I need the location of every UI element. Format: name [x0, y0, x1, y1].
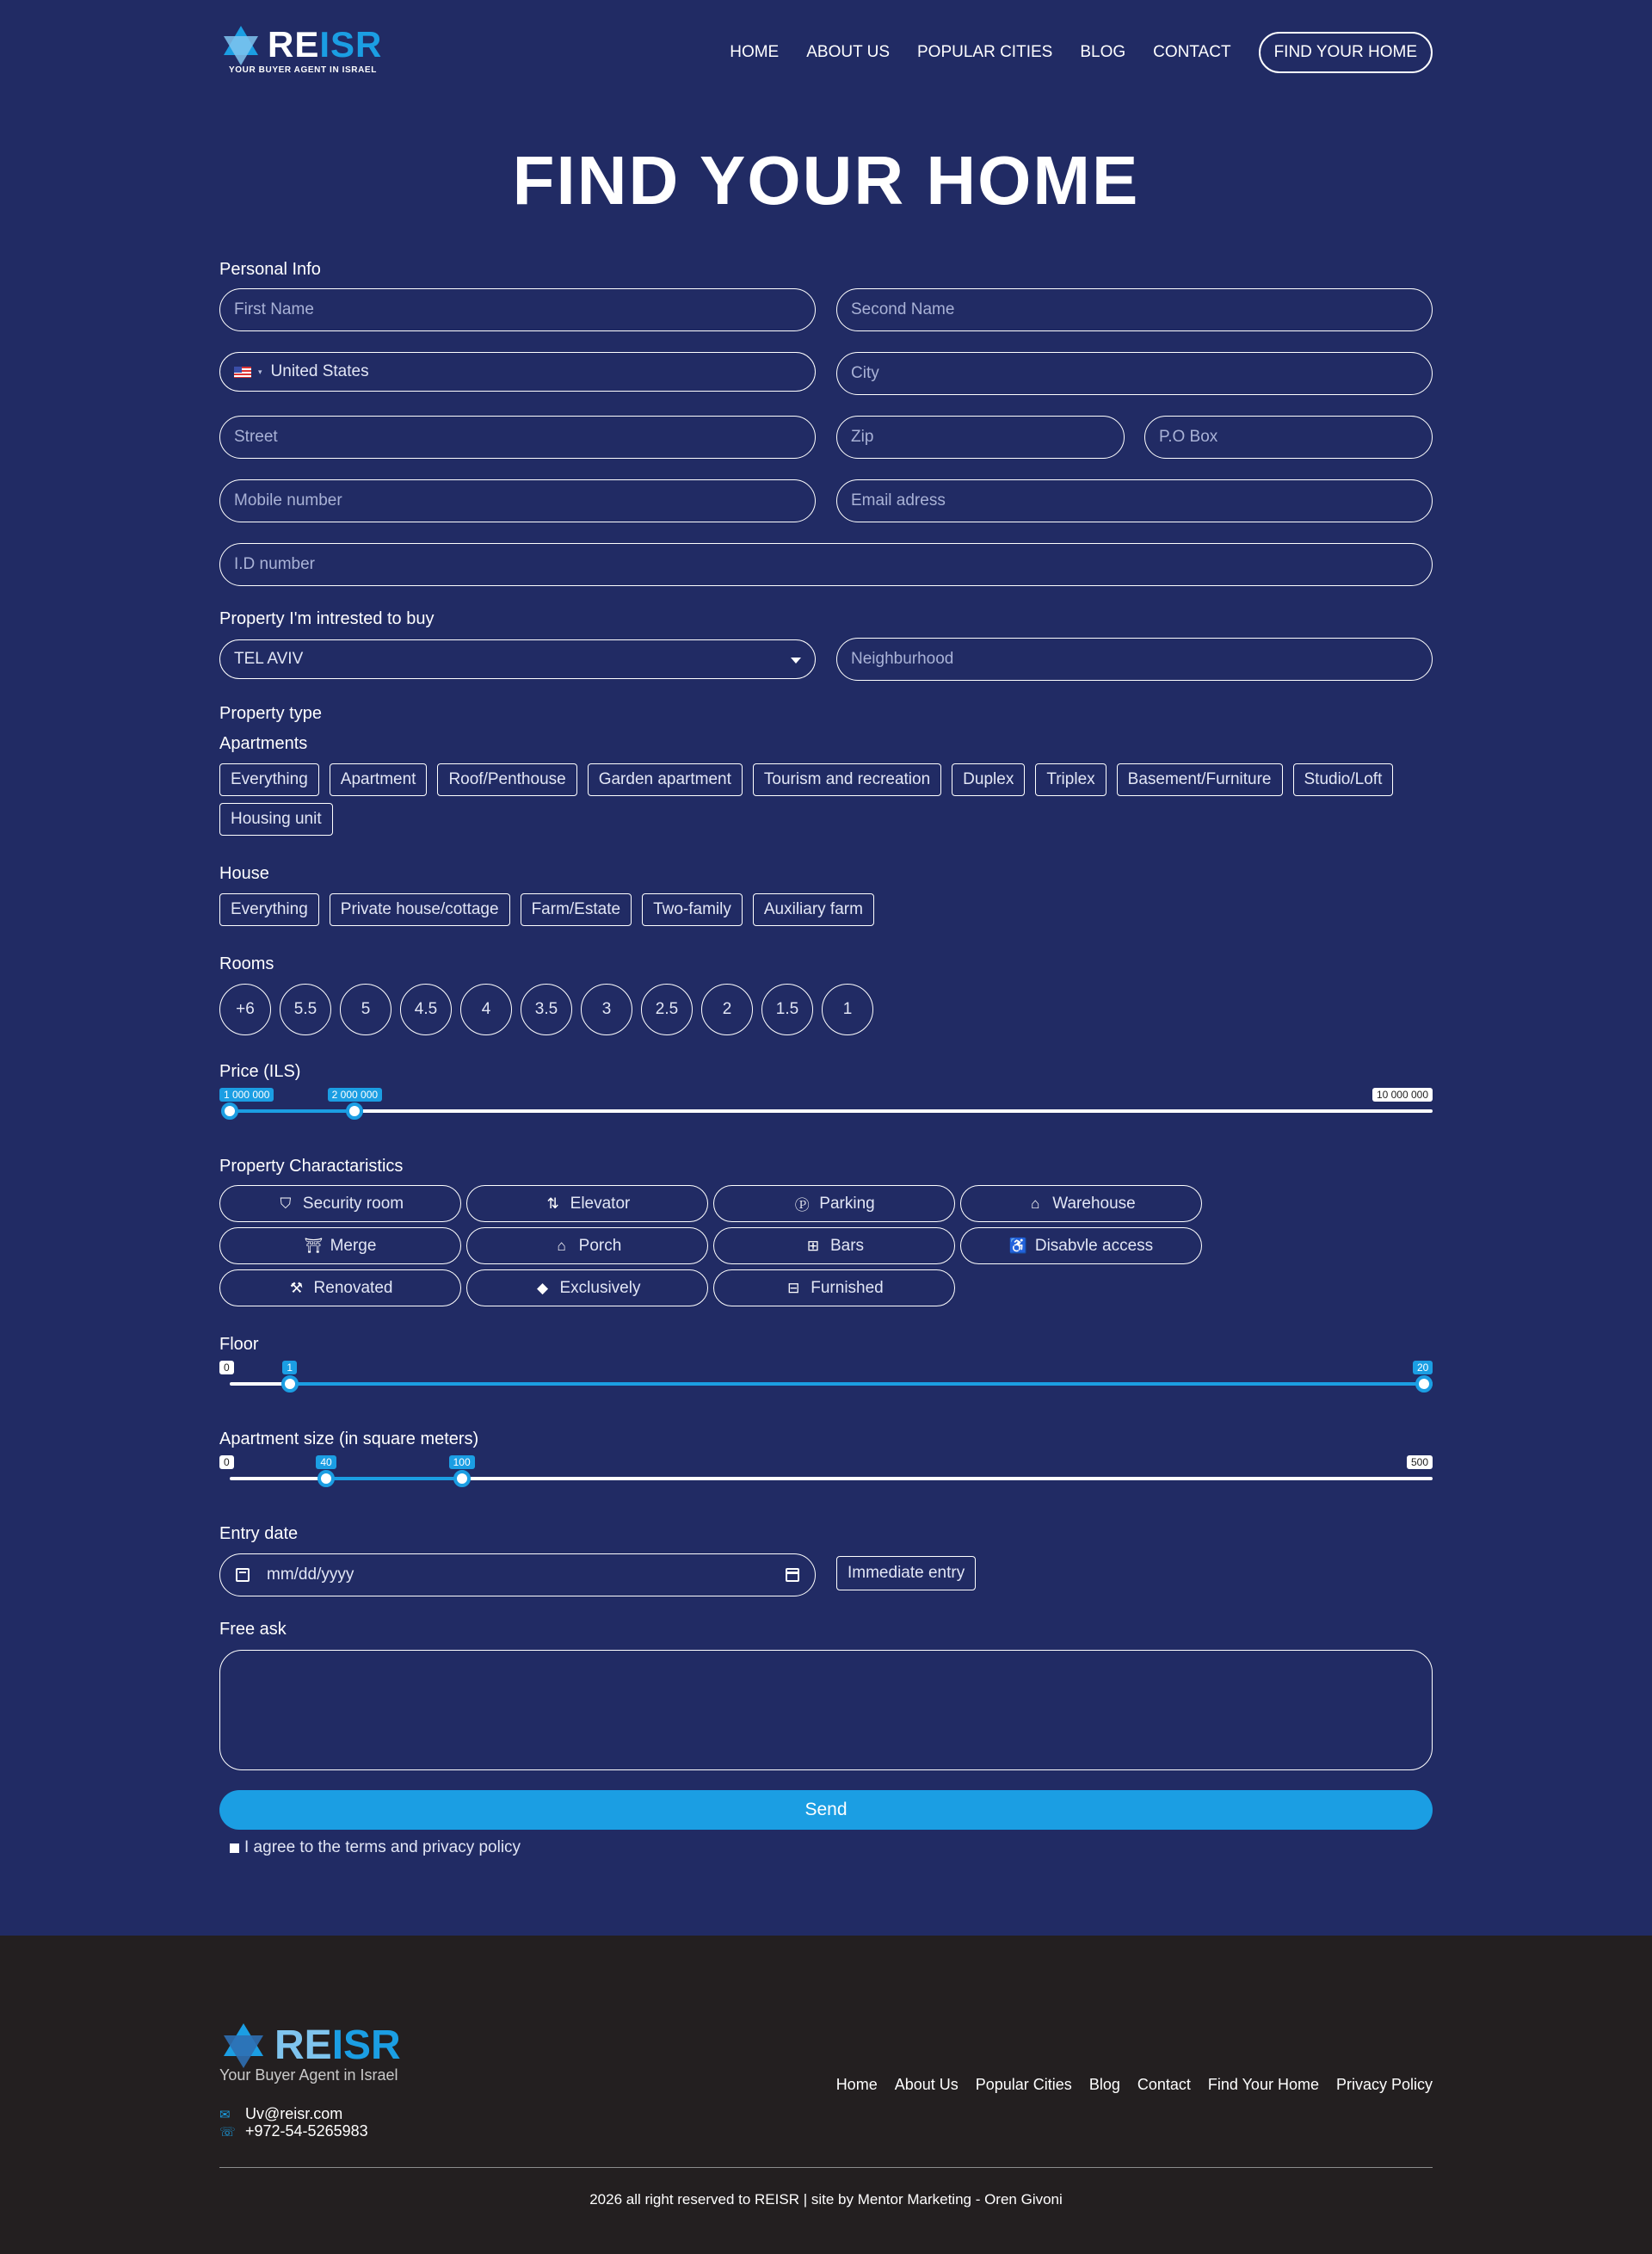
apartment-chip[interactable]: Studio/Loft [1293, 763, 1394, 796]
merge-icon: ⛩ [304, 1237, 324, 1254]
apartment-chip[interactable]: Everything [219, 763, 319, 796]
characteristic-porch[interactable] [466, 1227, 708, 1264]
immediate-entry-button[interactable]: Immediate entry [836, 1556, 976, 1590]
floor-slider[interactable] [219, 1361, 1433, 1395]
room-option[interactable]: 2 [701, 984, 753, 1035]
entry-date-input[interactable] [219, 1553, 816, 1596]
apartment-chip[interactable]: Apartment [330, 763, 428, 796]
room-option[interactable]: 5.5 [280, 984, 331, 1035]
wheelchair-icon: ♿ [1008, 1237, 1028, 1254]
zip-input[interactable] [836, 416, 1125, 459]
first-name-input[interactable] [219, 288, 816, 331]
characteristic-security-room[interactable] [219, 1185, 461, 1222]
footer-link-about-us[interactable]: About Us [894, 2076, 959, 2093]
porch-icon: ⌂ [557, 1237, 566, 1254]
mobile-input[interactable] [219, 479, 816, 522]
footer-link-popular-cities[interactable]: Popular Cities [975, 2076, 1072, 2093]
characteristic-warehouse[interactable] [960, 1185, 1202, 1222]
room-option[interactable]: 3.5 [521, 984, 572, 1035]
agree-terms[interactable] [230, 1838, 521, 1857]
main-container [219, 0, 1433, 1856]
characteristic-elevator[interactable] [466, 1185, 708, 1222]
characteristic-renovated[interactable] [219, 1269, 461, 1306]
footer-phone-text: +972-54-5265983 [245, 2122, 368, 2140]
floor-label: Floor [219, 1335, 259, 1354]
slider-handle-low[interactable] [281, 1375, 299, 1393]
star-of-david-icon [219, 2022, 268, 2070]
country-value: United States [270, 362, 369, 380]
room-option[interactable]: 1 [822, 984, 873, 1035]
size-high-value: 100 [449, 1455, 475, 1469]
price-low-value: 1 000 000 [219, 1088, 274, 1102]
rooms-label: Rooms [219, 954, 274, 973]
characteristic-parking[interactable] [713, 1185, 955, 1222]
sofa-icon: ⊟ [787, 1279, 800, 1296]
size-max-value: 500 [1407, 1455, 1433, 1469]
property-interest-label: Property I'm intrested to buy [219, 609, 435, 628]
characteristic-label: Elevator [570, 1194, 631, 1213]
characteristic-label: Parking [819, 1194, 875, 1213]
page-title: FIND YOUR HOME [512, 142, 1140, 219]
room-option[interactable]: +6 [219, 984, 271, 1035]
slider-fill [326, 1477, 471, 1480]
slider-handle-high[interactable] [453, 1470, 471, 1487]
phone-icon: ☏ [219, 2124, 236, 2140]
house-type-chips [219, 893, 1433, 933]
warehouse-icon: ⌂ [1031, 1195, 1040, 1212]
slider-fill [290, 1382, 1433, 1386]
footer [0, 1936, 1652, 2254]
characteristic-label: Disabvle access [1034, 1236, 1154, 1255]
footer-link-contact[interactable]: Contact [1137, 2076, 1191, 2093]
rooms-options [219, 984, 882, 1035]
footer-link-blog[interactable]: Blog [1088, 2076, 1120, 2093]
price-label: Price (ILS) [219, 1062, 301, 1081]
footer-link-find-your-home[interactable]: Find Your Home [1207, 2076, 1319, 2093]
nav-contact[interactable]: CONTACT [1153, 43, 1231, 61]
po-box-input[interactable] [1144, 416, 1433, 459]
room-option[interactable]: 2.5 [641, 984, 693, 1035]
footer-link-home[interactable]: Home [835, 2076, 878, 2093]
apartments-label: Apartments [219, 734, 308, 753]
size-min-value: 0 [219, 1455, 234, 1469]
house-chip[interactable]: Private house/cottage [330, 893, 510, 926]
characteristic-bars[interactable] [713, 1227, 955, 1264]
apartment-chip[interactable]: Triplex [1035, 763, 1106, 796]
find-home-form [219, 0, 1433, 1928]
free-ask-label: Free ask [219, 1620, 287, 1639]
footer-logo-text: REISR [274, 2022, 401, 2068]
footer-email-text: Uv@reisr.com [245, 2105, 343, 2122]
free-ask-textarea[interactable] [219, 1650, 1433, 1770]
characteristic-label: Warehouse [1052, 1194, 1136, 1213]
apartment-chip[interactable]: Duplex [952, 763, 1025, 796]
parking-icon: Ⓟ [794, 1197, 810, 1213]
chevron-down-icon: ▾ [258, 367, 262, 376]
logo-tagline: YOUR BUYER AGENT IN ISRAEL [229, 65, 377, 75]
characteristic-exclusively[interactable] [466, 1269, 708, 1306]
footer-link-privacy-policy[interactable]: Privacy Policy [1335, 2076, 1433, 2093]
footer-divider [219, 2167, 1433, 2168]
email-input[interactable] [836, 479, 1433, 522]
street-input[interactable] [219, 416, 816, 459]
footer-email[interactable] [219, 2105, 342, 2123]
nav-blog[interactable]: BLOG [1080, 43, 1126, 61]
house-chip[interactable]: Everything [219, 893, 319, 926]
room-option[interactable]: 5 [340, 984, 391, 1035]
calendar-picker-icon[interactable] [786, 1568, 799, 1582]
logo-text: REISR [268, 24, 383, 65]
country-select[interactable] [219, 352, 816, 392]
agree-checkbox[interactable] [230, 1843, 239, 1853]
characteristic-merge[interactable] [219, 1227, 461, 1264]
footer-phone[interactable] [219, 2122, 368, 2140]
characteristic-furnished[interactable] [713, 1269, 955, 1306]
characteristic-label: Furnished [811, 1278, 884, 1297]
room-option[interactable]: 3 [581, 984, 632, 1035]
characteristics-label: Property Charactaristics [219, 1157, 404, 1176]
price-slider[interactable] [219, 1088, 1433, 1122]
floor-min-value: 0 [219, 1361, 234, 1374]
floor-high-value: 20 [1413, 1361, 1433, 1374]
house-chip[interactable]: Auxiliary farm [753, 893, 874, 926]
agree-label: I agree to the terms and privacy policy [244, 1838, 521, 1856]
city-input[interactable] [836, 352, 1433, 395]
room-option[interactable]: 4 [460, 984, 512, 1035]
nav-find-your-home-button[interactable]: FIND YOUR HOME [1259, 32, 1433, 73]
characteristic-label: Security room [302, 1194, 404, 1213]
characteristics-grid [219, 1185, 1202, 1306]
us-flag-icon [234, 367, 251, 378]
send-button[interactable]: Send [219, 1790, 1433, 1830]
characteristic-label: Renovated [313, 1278, 393, 1297]
second-name-input[interactable] [836, 288, 1433, 331]
calendar-icon [236, 1568, 250, 1582]
neighbourhood-input[interactable] [836, 638, 1433, 681]
room-option[interactable]: 4.5 [400, 984, 452, 1035]
bars-icon: ⊞ [806, 1237, 820, 1254]
id-number-input[interactable] [219, 543, 1433, 586]
footer-nav [819, 2076, 1433, 2094]
apartment-chip[interactable]: Tourism and recreation [753, 763, 941, 796]
apartment-chip[interactable]: Roof/Penthouse [437, 763, 576, 796]
apartment-chip[interactable]: Basement/Furniture [1117, 763, 1283, 796]
characteristic-label: Merge [330, 1236, 377, 1255]
characteristic-label: Exclusively [559, 1278, 641, 1297]
house-chip[interactable]: Farm/Estate [521, 893, 632, 926]
slider-handle-high[interactable] [1415, 1375, 1433, 1393]
nav-about-us[interactable]: ABOUT US [806, 43, 890, 61]
characteristic-label: Bars [829, 1236, 865, 1255]
house-chip[interactable]: Two-family [642, 893, 743, 926]
property-type-label: Property type [219, 704, 322, 723]
house-label: House [219, 864, 269, 883]
room-option[interactable]: 1.5 [761, 984, 813, 1035]
nav-popular-cities[interactable]: POPULAR CITIES [917, 43, 1053, 61]
paint-roller-icon: ⚒ [289, 1279, 304, 1296]
city-select[interactable] [219, 639, 816, 679]
size-low-value: 40 [316, 1455, 336, 1469]
footer-copyright: 2026 all right reserved to REISR | site by Mentor Marketing - Oren Givoni [589, 2191, 1063, 2208]
price-high-value: 2 000 000 [328, 1088, 382, 1102]
shield-icon: ⛉ [280, 1195, 292, 1212]
entry-date-label: Entry date [219, 1524, 299, 1543]
size-slider[interactable] [219, 1455, 1433, 1490]
city-select-value: TEL AVIV [234, 650, 304, 668]
slider-track [230, 1109, 1433, 1113]
apartment-chip[interactable]: Garden apartment [588, 763, 743, 796]
slider-handle-high[interactable] [346, 1102, 363, 1120]
slider-fill [230, 1109, 363, 1113]
floor-low-value: 1 [282, 1361, 297, 1374]
diamond-icon: ◆ [536, 1279, 549, 1296]
characteristic-disabled-access[interactable] [960, 1227, 1202, 1264]
mail-icon: ✉ [219, 2107, 231, 2122]
slider-handle-low[interactable] [221, 1102, 238, 1120]
caret-down-icon [791, 658, 801, 664]
apartment-chip[interactable]: Housing unit [219, 803, 333, 836]
slider-handle-low[interactable] [317, 1470, 335, 1487]
elevator-icon: ⇅ [546, 1195, 559, 1212]
size-label: Apartment size (in square meters) [219, 1430, 479, 1448]
characteristic-label: Porch [578, 1236, 622, 1255]
apartment-type-chips [219, 763, 1433, 843]
entry-date-placeholder: mm/dd/yyyy [267, 1565, 354, 1584]
personal-info-label: Personal Info [219, 260, 321, 279]
nav-home[interactable]: HOME [730, 43, 780, 61]
price-max-value: 10 000 000 [1372, 1088, 1433, 1102]
footer-tagline: Your Buyer Agent in Israel [219, 2066, 398, 2084]
